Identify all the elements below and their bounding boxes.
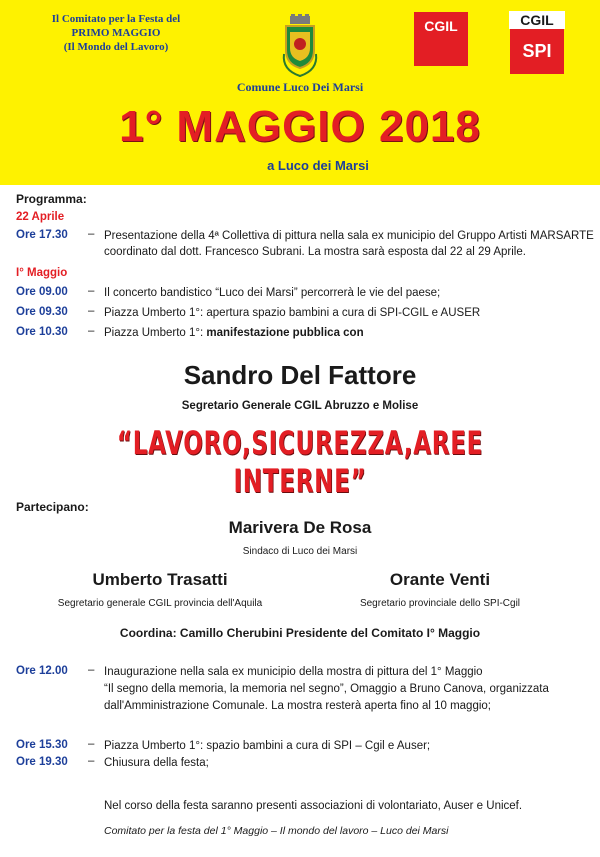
participant-name: Orante Venti [389,570,491,589]
participant-name: Marivera De Rosa [228,518,372,537]
partecipano-heading: Partecipano: [16,500,89,514]
coordinator: Coordina: Camillo Cherubini Presidente del Comitato I° Maggio [119,626,481,640]
subtitle: a Luco dei Marsi [267,158,369,173]
event-time: Ore 19.30 [16,756,68,768]
event-time: Ore 09.00 [16,286,68,298]
dash: – [88,325,95,337]
participant-role: Segretario generale CGIL provincia dell'Aquila [57,598,263,609]
committee-line-2: PRIMO MAGGIO [71,27,161,39]
committee-line-1: Il Comitato per la Festa del [51,13,181,25]
event-description: dall'Amministrazione Comunale. La mostra resterà aperta fino al 10 maggio; [104,700,491,712]
participant-role: Sindaco di Luco dei Marsi [242,546,358,557]
event-description: Chiusura della festa; [104,757,209,769]
footer-credit: Comitato per la festa del 1° Maggio – Il mondo del lavoro – Luco dei Marsi [104,825,449,837]
dash: – [88,285,95,297]
date-primo-maggio: I° Maggio [16,267,68,279]
cgil-spi-logo-top: CGIL [509,11,565,29]
dash: – [88,755,95,767]
event-description: Piazza Umberto 1°: apertura spazio bambini a cura di SPI-CGIL e AUSER [104,307,481,319]
event-time: Ore 12.00 [16,665,68,677]
event-description [104,325,364,341]
event-description: Piazza Umberto 1°: spazio bambini a cura di SPI – Cgil e Auser; [104,740,431,752]
event-description-text: Piazza Umberto 1°: [104,327,204,339]
cgil-spi-logo [510,12,564,74]
cgil-logo-text: CGIL [424,18,458,34]
event-description: Inaugurazione nella sala ex municipio della mostra di pittura del 1° Maggio [104,666,483,678]
dash: – [88,664,95,676]
participant-role: Segretario provinciale dello SPI-Cgil [359,598,521,609]
main-title: 1° MAGGIO 2018 [119,102,481,151]
slogan: “LAVORO,SICUREZZA,AREE INTERNE” [116,424,484,500]
event-time: Ore 15.30 [16,739,68,751]
header-banner [0,0,600,185]
committee-block [26,12,206,54]
event-description-bold: manifestazione pubblica con [206,327,364,339]
cgil-logo [414,12,468,66]
event-description: “Il segno della memoria, la memoria nel segno”, Omaggio a Bruno Canova, organizzata [104,683,549,695]
date-22-aprile: 22 Aprile [16,211,65,223]
event-description: Presentazione della 4ª Collettiva di pittura nella sala ex municipio del Gruppo Artisti MARSARTE [104,230,594,242]
comune-name: Comune Luco Dei Marsi [236,80,364,94]
dash: – [88,228,95,240]
event-time: Ore 09.30 [16,306,68,318]
cgil-spi-logo-bottom: SPI [522,41,552,61]
event-time: Ore 10.30 [16,326,68,338]
event-description: Il concerto bandistico “Luco dei Marsi” percorrerà le vie del paese; [104,287,441,299]
committee-line-3: (Il Mondo del Lavoro) [63,41,169,53]
dash: – [88,738,95,750]
dash: – [88,305,95,317]
speaker-name: Sandro Del Fattore [183,360,417,390]
participant-name: Umberto Trasatti [92,570,228,589]
event-description: coordinato dal dott. Francesco Subrani. La mostra sarà esposta dal 22 al 29 Aprile. [104,246,526,258]
coat-of-arms-icon [280,14,320,80]
closing-note: Nel corso della festa saranno presenti associazioni di volontariato, Auser e Unicef. [104,800,523,812]
programma-heading: Programma: [16,192,87,206]
speaker-role: Segretario Generale CGIL Abruzzo e Molise [181,400,419,412]
event-time: Ore 17.30 [16,229,68,241]
